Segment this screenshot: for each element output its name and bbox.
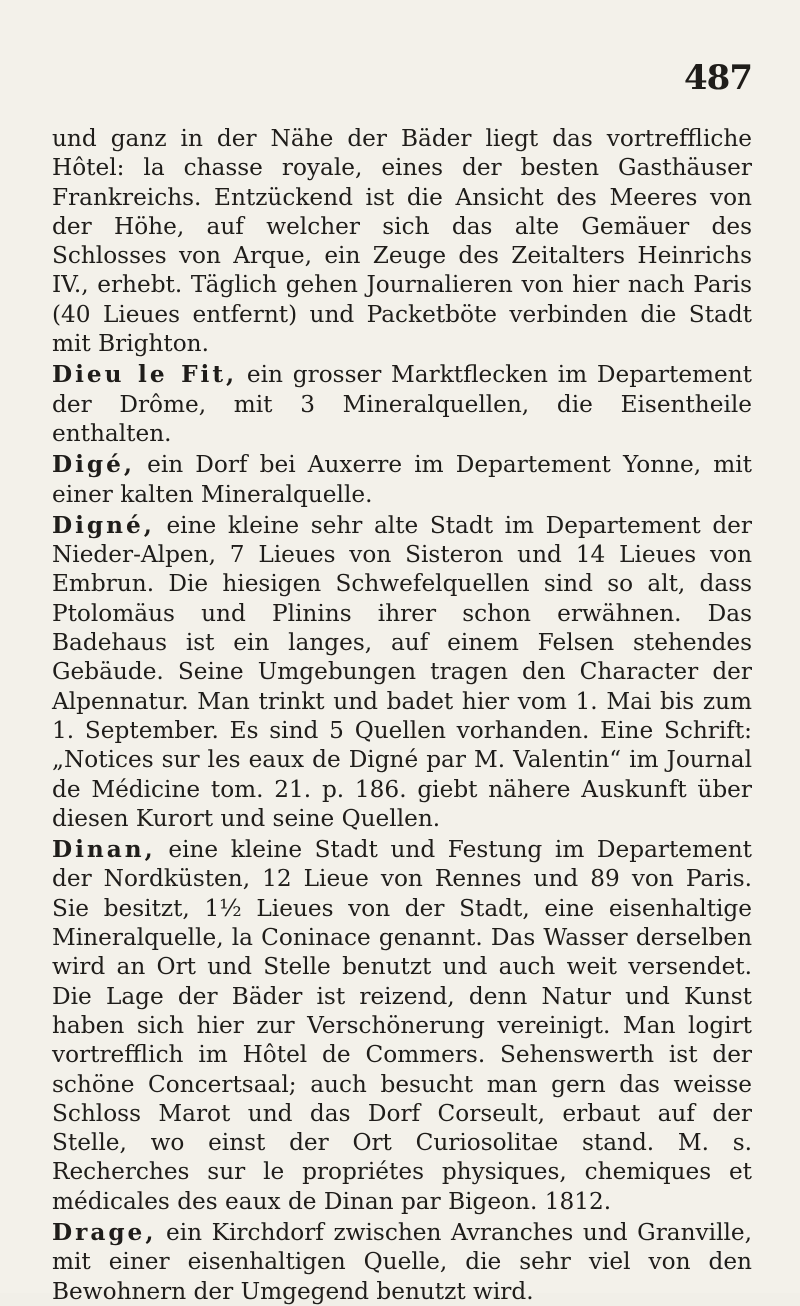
- entry-arques-continuation: [52, 124, 752, 358]
- page-number: 487: [684, 58, 752, 98]
- entry-dige: [52, 450, 752, 509]
- entry-dinan: [52, 835, 752, 1216]
- entry-text: ein Dorf bei Auxerre im Departement Yonne, mit einer kalten Mineralquelle.: [52, 451, 752, 508]
- entry-headword: Dieu le Fit,: [52, 361, 238, 389]
- entry-text: ein Kirchdorf zwischen Avranches und Granville, mit einer eisenhaltigen Quelle, die sehr viel von den Bewohnern der Umgegend benutzt wird.: [52, 1218, 752, 1305]
- entry-headword: Digé,: [52, 451, 135, 479]
- entry-text: eine kleine sehr alte Stadt im Departement der Nieder-Alpen, 7 Lieues von Sisteron und 14 Lieues von Embrun. Die hiesigen Schwefelquellen sind so alt, dass Ptolomäus und Plinins ihrer schon erwähnen. Das Badehaus ist ein langes, auf einem Felsen stehendes Gebäude. Seine Umgebungen tragen den Character der Alpennatur. Man trinkt und badet hier vom 1. Mai bis zum 1. September. Es sind 5 Quellen vorhanden. Eine Schrift: „Notices sur les eaux de Digné par M. Valentin“ im Journal de Médicine tom. 21. p. 186. giebt nähere Auskunft über diesen Kurort und seine Quellen.: [52, 511, 752, 832]
- entry-text: eine kleine Stadt und Festung im Departement der Nordküsten, 12 Lieue von Rennes und 89 von Paris. Sie besitzt, 1½ Lieues von der Stadt, eine eisenhaltige Mineralquelle, la Coninace genannt. Das Wasser derselben wird an Ort und Stelle benutzt und auch weit versendet. Die Lage der Bäder ist reizend, denn Natur und Kunst haben sich hier zur Verschönerung vereinigt. Man logirt vortrefflich im Hôtel de Commers. Sehenswerth ist der schöne Concertsaal; auch besucht man gern das weisse Schloss Marot und das Dorf Corseult, erbaut auf der Stelle, wo einst der Ort Curiosolitae stand. M. s. Recherches sur le propriétes physiques, chemiques et médicales des eaux de Dinan par Bigeon. 1812.: [52, 836, 752, 1215]
- entry-digne: [52, 511, 752, 833]
- entry-headword: Dinan,: [52, 836, 156, 864]
- entry-text: ein grosser Marktflecken im Departement der Drôme, mit 3 Mineralquellen, die Eisentheile enthalten.: [52, 361, 753, 447]
- entry-headword: Digné,: [52, 511, 155, 539]
- entry-text: und ganz in der Nähe der Bäder liegt das vortreffliche Hôtel: la chasse royale, eines der besten Gasthäuser Frankreichs. Entzückend ist die Ansicht des Meeres von der Höhe, auf welcher sich das alte Gemäuer des Schlosses von Arque, ein Zeuge des Zeitalters Heinrichs IV., erhebt. Täglich gehen Journalieren von hier nach Paris (40 Lieues entfernt) und Packetböte verbinden die Stadt mit Brighton.: [52, 125, 752, 358]
- entry-dieu-le-fit: [52, 360, 752, 448]
- page-text: [52, 124, 752, 1306]
- entry-headword: Drage,: [52, 1218, 157, 1246]
